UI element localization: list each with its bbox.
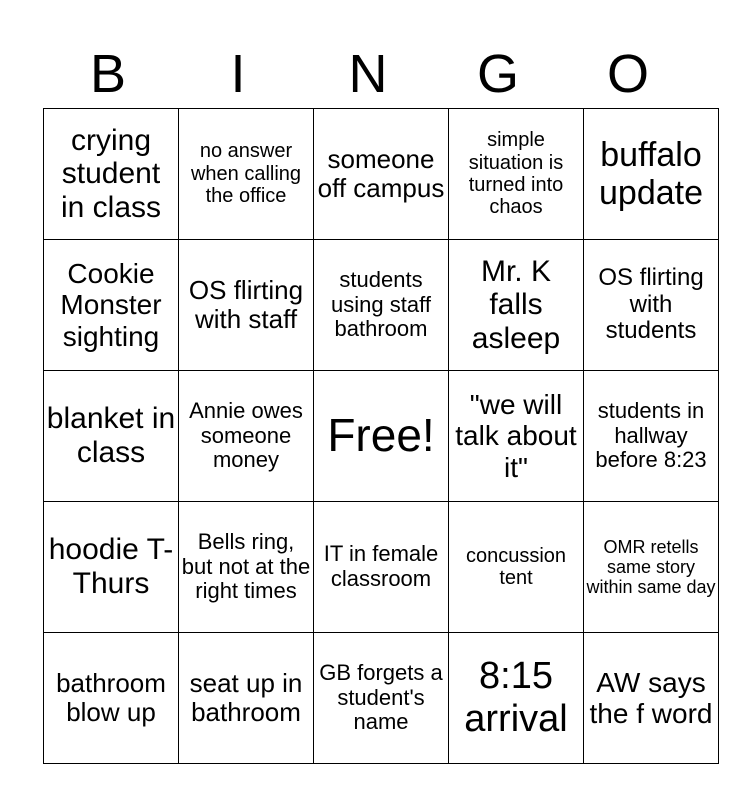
bingo-cell[interactable]: IT in female classroom xyxy=(314,502,449,633)
board-row-3 xyxy=(44,371,719,502)
bingo-cell[interactable]: crying student in class xyxy=(44,109,179,240)
bingo-cell[interactable]: Mr. K falls asleep xyxy=(449,240,584,371)
bingo-cell[interactable]: students in hallway before 8:23 xyxy=(584,371,719,502)
header-letter-n: N xyxy=(348,44,388,104)
bingo-cell[interactable]: seat up in bathroom xyxy=(179,633,314,764)
bingo-cell[interactable]: "we will talk about it" xyxy=(449,371,584,502)
bingo-cell[interactable]: blanket in class xyxy=(44,371,179,502)
board-row-4 xyxy=(44,502,719,633)
bingo-cell[interactable]: concussion tent xyxy=(449,502,584,633)
bingo-cell[interactable]: OS flirting with staff xyxy=(179,240,314,371)
bingo-cell[interactable]: bathroom blow up xyxy=(44,633,179,764)
bingo-cell[interactable]: AW says the f word xyxy=(584,633,719,764)
bingo-cell[interactable]: Annie owes someone money xyxy=(179,371,314,502)
free-space[interactable]: Free! xyxy=(314,371,449,502)
bingo-header xyxy=(43,40,693,108)
board-row-2 xyxy=(44,240,719,371)
bingo-cell[interactable]: buffalo update xyxy=(584,109,719,240)
board-row-5 xyxy=(44,633,719,764)
bingo-cell[interactable]: simple situation is turned into chaos xyxy=(449,109,584,240)
bingo-cell[interactable]: 8:15 arrival xyxy=(449,633,584,764)
bingo-cell[interactable]: Cookie Monster sighting xyxy=(44,240,179,371)
header-letter-o: O xyxy=(606,44,649,104)
header-letter-b: B xyxy=(89,44,127,104)
header-letter-g: G xyxy=(476,44,519,104)
bingo-cell[interactable]: someone off campus xyxy=(314,109,449,240)
bingo-board xyxy=(43,108,719,764)
bingo-cell[interactable]: students using staff bathroom xyxy=(314,240,449,371)
board-row-1 xyxy=(44,109,719,240)
bingo-cell[interactable]: hoodie T-Thurs xyxy=(44,502,179,633)
bingo-cell[interactable]: Bells ring, but not at the right times xyxy=(179,502,314,633)
bingo-cell[interactable]: OMR retells same story within same day xyxy=(584,502,719,633)
bingo-cell[interactable]: OS flirting with students xyxy=(584,240,719,371)
bingo-cell[interactable]: GB forgets a student's name xyxy=(314,633,449,764)
header-letter-i: I xyxy=(230,44,246,104)
bingo-cell[interactable]: no answer when calling the office xyxy=(179,109,314,240)
